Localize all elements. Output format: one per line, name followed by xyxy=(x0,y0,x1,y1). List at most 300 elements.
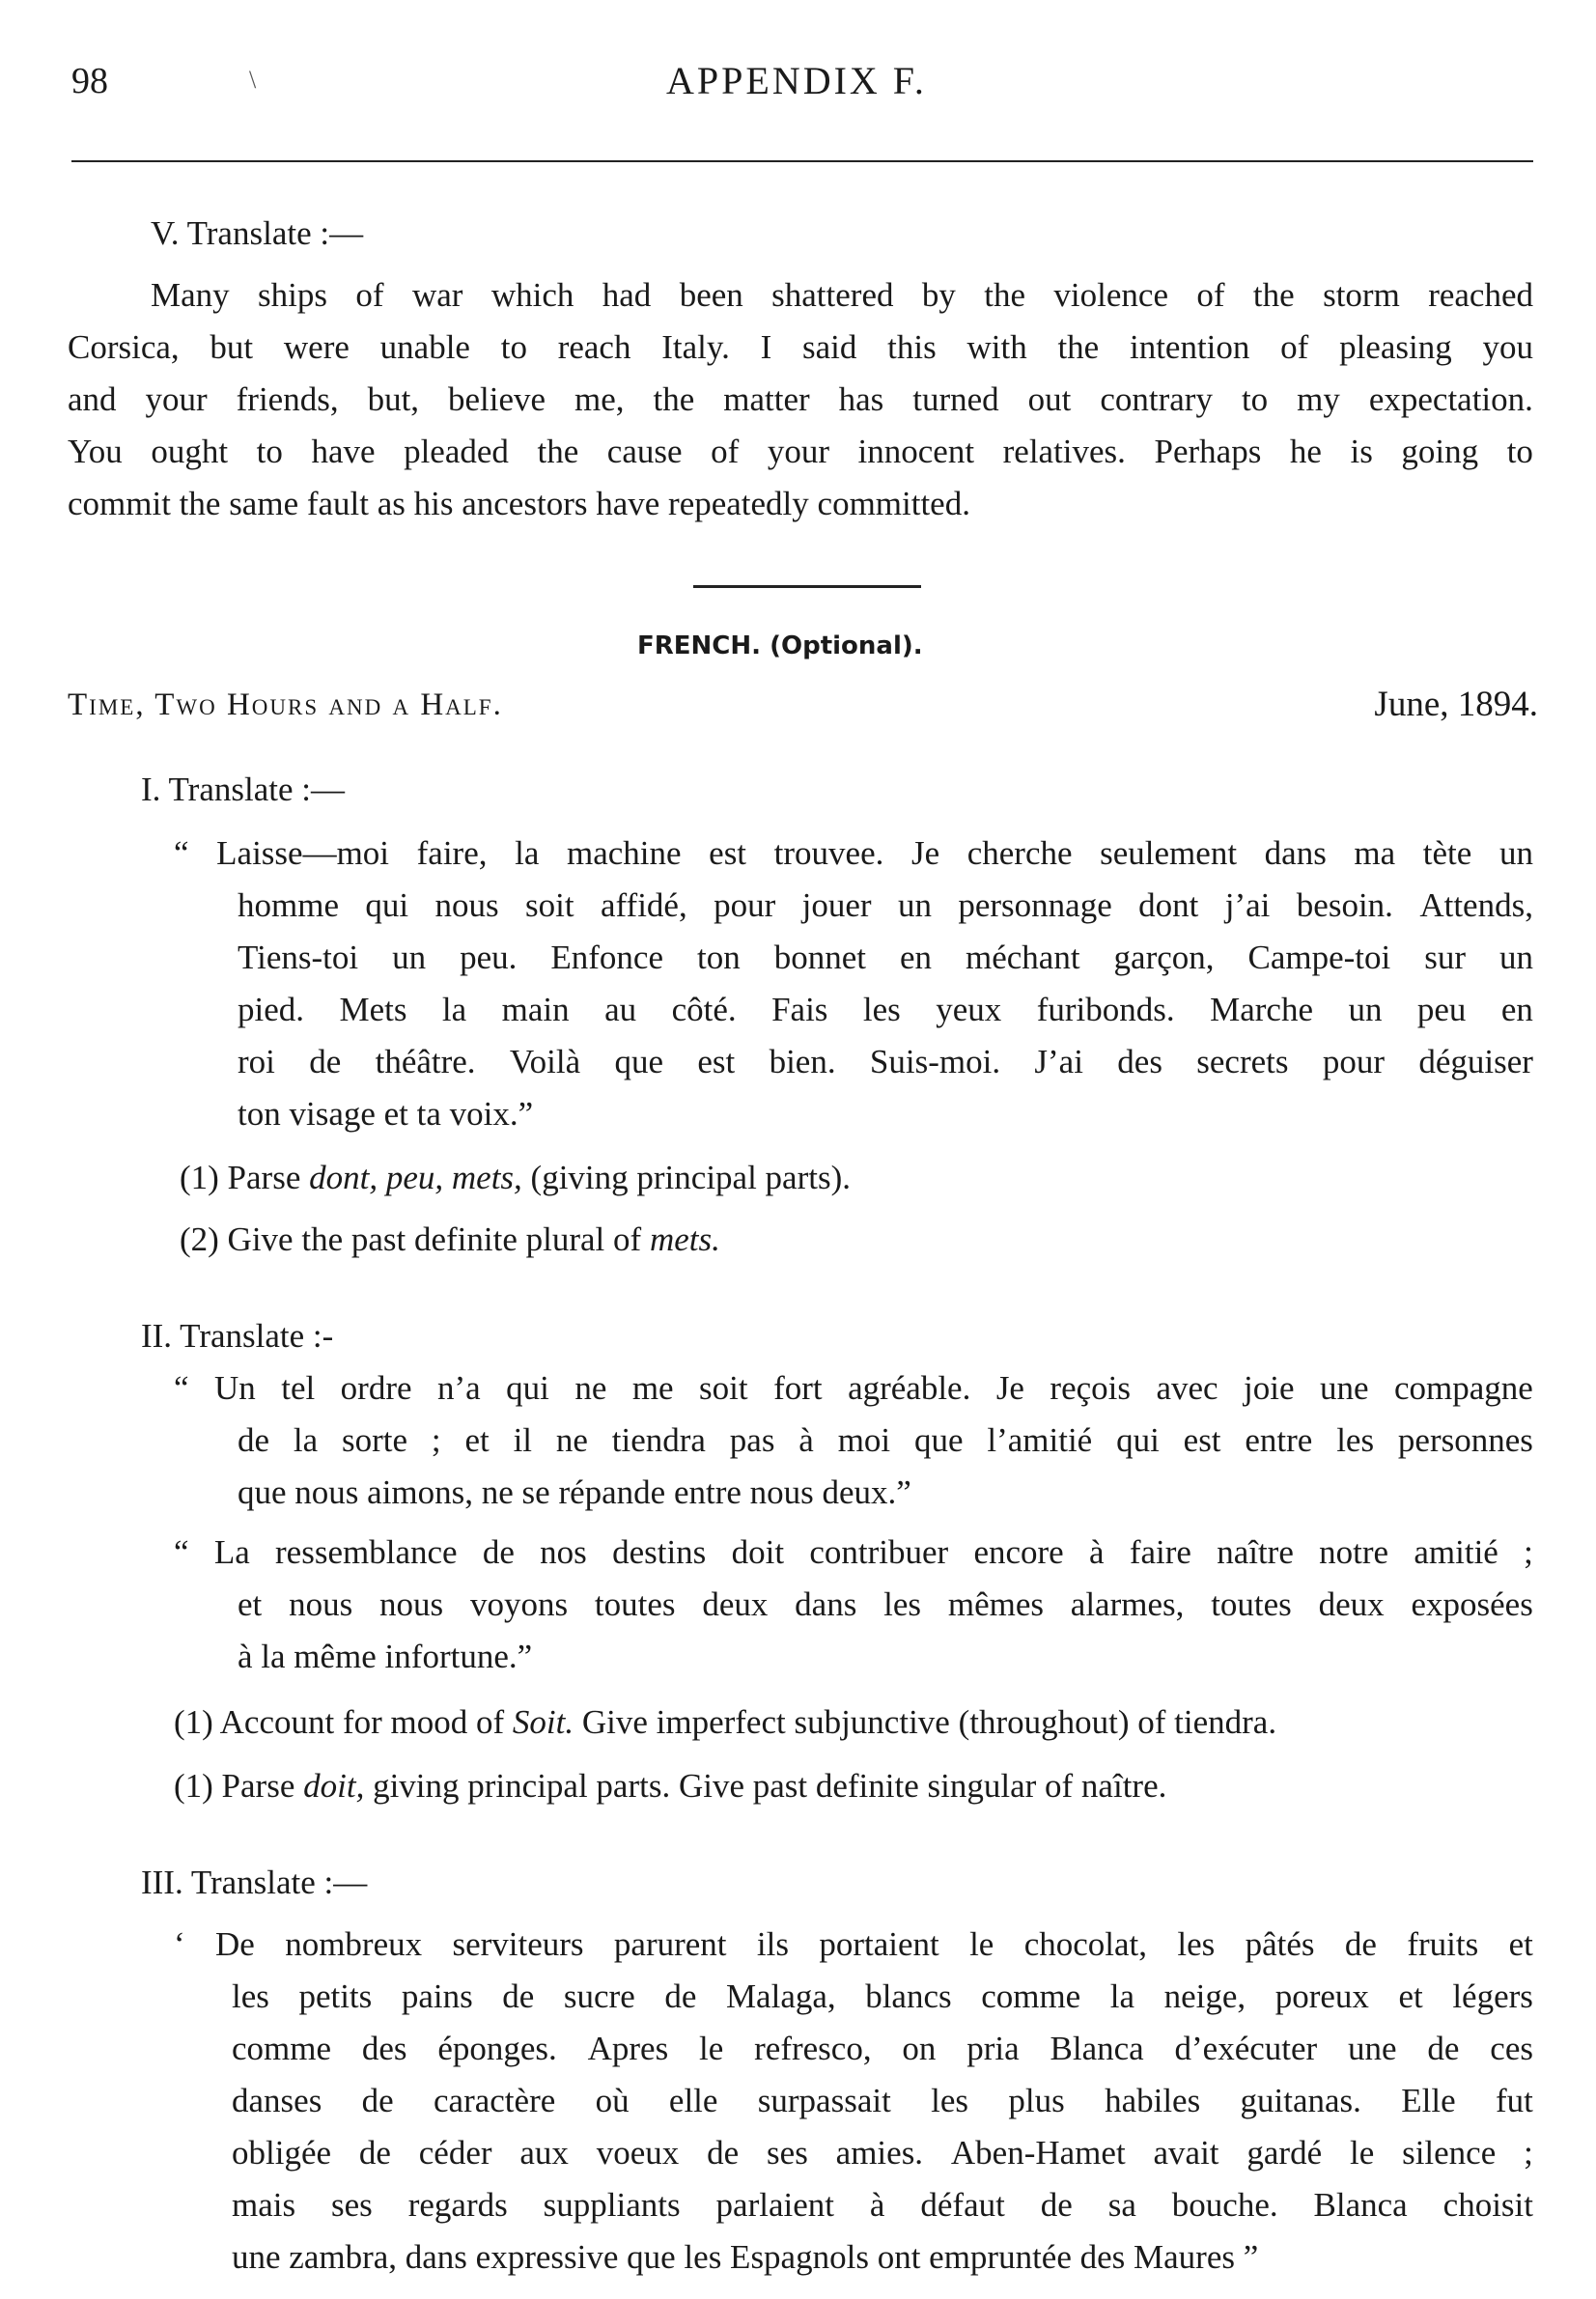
word: personnage xyxy=(958,886,1112,924)
word: jouer xyxy=(801,886,872,924)
text-line xyxy=(151,276,1533,315)
word: voeux xyxy=(596,2134,680,2172)
word: yeux xyxy=(936,991,1002,1028)
word: pour xyxy=(714,886,776,924)
word: ; xyxy=(431,1421,441,1459)
word: unable xyxy=(379,328,470,366)
word: destins xyxy=(612,1533,707,1571)
word: comme xyxy=(981,1977,1081,2015)
word: reçois xyxy=(1050,1369,1131,1407)
word: en xyxy=(1500,991,1533,1028)
word: pria xyxy=(966,2030,1020,2067)
french-optional: (Optional). xyxy=(770,631,923,660)
word: out xyxy=(1027,380,1072,418)
word: au xyxy=(604,991,637,1028)
word: ordre xyxy=(340,1369,412,1407)
word: où xyxy=(595,2082,630,2119)
text-line xyxy=(238,1585,1533,1624)
text-line: une zambra, dans expressive que les Espagnols ont empruntée des Maures ” xyxy=(232,2238,1259,2276)
word: been xyxy=(679,276,743,314)
word: furibonds. xyxy=(1036,991,1175,1028)
exam-date: June, 1894. xyxy=(1374,685,1538,724)
word: petits xyxy=(298,1977,373,2015)
word: regards xyxy=(407,2186,508,2224)
question-italic: doit, xyxy=(303,1767,365,1805)
word: choisit xyxy=(1442,2186,1533,2224)
word: were xyxy=(283,328,350,366)
word: la xyxy=(1109,1977,1135,2015)
word: est xyxy=(709,834,747,872)
word: this xyxy=(887,328,937,366)
word: peu. xyxy=(460,939,518,976)
word: une xyxy=(1319,1369,1369,1407)
word: une xyxy=(1348,2030,1397,2067)
word: ton xyxy=(696,939,741,976)
word: un xyxy=(1498,834,1533,872)
time-allowed: Time, Two Hours and a Half. xyxy=(68,687,503,722)
page-title: APPENDIX F. xyxy=(666,59,927,102)
word: machine xyxy=(566,834,682,872)
text-line xyxy=(238,991,1533,1029)
word: fort xyxy=(773,1369,823,1407)
word: les xyxy=(1336,1421,1375,1459)
word: I xyxy=(760,328,772,366)
word: to xyxy=(1241,380,1269,418)
word: un xyxy=(897,886,932,924)
word: Campe-toi xyxy=(1247,939,1391,976)
word: the xyxy=(1252,276,1295,314)
word: naître xyxy=(1217,1533,1294,1571)
word: storm xyxy=(1323,276,1400,314)
question-text: (1) Parse xyxy=(174,1767,304,1805)
word: entre xyxy=(1245,1421,1313,1459)
word: soit xyxy=(699,1369,748,1407)
word: défaut xyxy=(920,2186,1005,2224)
word: and xyxy=(68,380,117,418)
word: côté. xyxy=(671,991,737,1028)
word: Mets xyxy=(339,991,407,1028)
word: Voilà xyxy=(509,1043,581,1080)
word: exposées xyxy=(1411,1585,1533,1623)
word: ought xyxy=(151,433,229,470)
word: toutes xyxy=(1211,1585,1292,1623)
word: roi xyxy=(238,1043,275,1080)
word: nos xyxy=(540,1533,587,1571)
word: Enfonce xyxy=(550,939,663,976)
word: la xyxy=(515,834,540,872)
word: faire, xyxy=(416,834,488,872)
page-number: 98 xyxy=(71,61,108,101)
text-line: que nous aimons, ne se répande entre nous deux.” xyxy=(238,1473,911,1511)
word: et xyxy=(464,1421,490,1459)
text-line xyxy=(68,328,1533,367)
word: matter xyxy=(723,380,810,418)
word: moi xyxy=(837,1421,891,1459)
text-line xyxy=(232,2134,1533,2173)
question-text: giving principal parts. Give past definite singular of naître. xyxy=(364,1767,1167,1805)
word: De xyxy=(215,1925,255,1963)
word: à xyxy=(1088,1533,1105,1571)
question xyxy=(174,1767,1166,1806)
word: secrets xyxy=(1196,1043,1289,1080)
word: compagne xyxy=(1393,1369,1533,1407)
text-line xyxy=(232,2186,1533,2225)
word: to xyxy=(500,328,527,366)
word: had xyxy=(602,276,652,314)
section-divider xyxy=(693,585,921,588)
word: bouche. xyxy=(1171,2186,1278,2224)
word: the xyxy=(653,380,695,418)
word: Laisse—moi xyxy=(216,834,390,872)
word: ses xyxy=(767,2134,808,2172)
word: les xyxy=(862,991,901,1028)
word: your xyxy=(767,433,829,470)
word: of xyxy=(1280,328,1309,366)
word: intention xyxy=(1129,328,1250,366)
word: plus xyxy=(1008,2082,1065,2119)
word: Je xyxy=(995,1369,1024,1407)
word: relatives. xyxy=(1002,433,1126,470)
text-line xyxy=(174,1533,1533,1572)
word: the xyxy=(984,276,1026,314)
text-line xyxy=(232,2082,1533,2120)
word: innocent xyxy=(857,433,975,470)
word: the xyxy=(1057,328,1100,366)
word: Italy. xyxy=(661,328,730,366)
word: que xyxy=(614,1043,664,1080)
word: les xyxy=(1177,1925,1216,1963)
word: which xyxy=(490,276,574,314)
question-italic: Soit. xyxy=(512,1703,574,1741)
word: to xyxy=(1506,433,1533,470)
word: le xyxy=(1349,2134,1375,2172)
word: bonnet xyxy=(773,939,866,976)
word: You xyxy=(68,433,123,470)
word: ; xyxy=(1524,1533,1533,1571)
question-text: (2) Give the past definite plural of xyxy=(180,1220,650,1258)
word: éponges. xyxy=(437,2030,557,2067)
word: ses xyxy=(331,2186,373,2224)
word: qui xyxy=(365,886,409,924)
question xyxy=(180,1220,720,1259)
word: en xyxy=(899,939,932,976)
word: affidé, xyxy=(600,886,687,924)
text-line xyxy=(232,1977,1533,2016)
word: ces xyxy=(1490,2030,1533,2067)
word: que xyxy=(913,1421,964,1459)
word: going xyxy=(1401,433,1479,470)
word: Apres xyxy=(587,2030,669,2067)
word: is xyxy=(1350,433,1373,470)
word: neige, xyxy=(1163,1977,1246,2015)
word: gardé xyxy=(1246,2134,1323,2172)
section-i-heading: I. Translate :— xyxy=(141,771,345,808)
text-line xyxy=(238,1421,1533,1460)
word: Elle xyxy=(1401,2082,1456,2119)
word: chocolat, xyxy=(1023,1925,1148,1963)
word: caractère xyxy=(434,2082,556,2119)
word: ma xyxy=(1354,834,1396,872)
text-line xyxy=(174,1925,1533,1964)
word: nombreux xyxy=(285,1925,423,1963)
word: de xyxy=(1344,1925,1377,1963)
word: my xyxy=(1297,380,1340,418)
word: habiles xyxy=(1105,2082,1201,2119)
word: ils xyxy=(756,1925,789,1963)
word: est xyxy=(1183,1421,1221,1459)
word: elle xyxy=(668,2082,718,2119)
word: Aben-Hamet xyxy=(950,2134,1126,2172)
word: de xyxy=(358,2134,391,2172)
word: homme xyxy=(238,886,339,924)
question-text: Give imperfect subjunctive (throughout) of tiendra. xyxy=(574,1703,1277,1741)
word: said xyxy=(802,328,857,366)
word: la xyxy=(441,991,467,1028)
word: un xyxy=(1348,991,1383,1028)
word: déguiser xyxy=(1418,1043,1533,1080)
word: joie xyxy=(1244,1369,1295,1407)
word: Un xyxy=(214,1369,256,1407)
word: et xyxy=(1508,1925,1533,1963)
word: ressemblance xyxy=(275,1533,458,1571)
word: il xyxy=(513,1421,533,1459)
word: with xyxy=(966,328,1027,366)
word: of xyxy=(711,433,740,470)
word: un xyxy=(1499,939,1533,976)
word: des xyxy=(1117,1043,1162,1080)
word: pied. xyxy=(238,991,305,1028)
word: la xyxy=(293,1421,319,1459)
word: le xyxy=(969,1925,994,1963)
word: pleasing xyxy=(1339,328,1452,366)
word: suppliants xyxy=(543,2186,681,2224)
word: bien. xyxy=(769,1043,836,1080)
word: de xyxy=(707,2134,740,2172)
text-line xyxy=(68,433,1533,471)
word: et xyxy=(238,1585,263,1623)
question xyxy=(174,1703,1276,1742)
word: de xyxy=(1427,2030,1460,2067)
word: refresco, xyxy=(754,2030,872,2067)
word: me, xyxy=(574,380,625,418)
word: des xyxy=(361,2030,407,2067)
word: pains xyxy=(401,1977,473,2015)
word: comme xyxy=(232,2030,332,2067)
word: aux xyxy=(519,2134,569,2172)
word: friends, xyxy=(236,380,339,418)
word: ‘ xyxy=(174,1925,185,1963)
word: “ xyxy=(174,1533,189,1571)
word: méchant xyxy=(965,939,1080,976)
word: encore xyxy=(973,1533,1064,1571)
word: qui xyxy=(1116,1421,1160,1459)
word: dans xyxy=(1264,834,1327,872)
word: de xyxy=(502,1977,535,2015)
word: céder xyxy=(418,2134,492,2172)
word: nous xyxy=(289,1585,353,1623)
word: pâtés xyxy=(1245,1925,1315,1963)
word: surpassait xyxy=(757,2082,891,2119)
word: you xyxy=(1482,328,1533,366)
word: has xyxy=(838,380,884,418)
word: expectation. xyxy=(1368,380,1533,418)
word: serviteurs xyxy=(452,1925,584,1963)
word: parlaient xyxy=(715,2186,834,2224)
text-line xyxy=(68,380,1533,419)
word: sa xyxy=(1107,2186,1136,2224)
text-line xyxy=(174,1369,1533,1408)
word: obligée xyxy=(232,2134,332,2172)
word: notre xyxy=(1319,1533,1389,1571)
header-rule xyxy=(71,160,1533,162)
word: avait xyxy=(1153,2134,1219,2172)
word: ne xyxy=(555,1421,588,1459)
word: de xyxy=(238,1421,270,1459)
word: les xyxy=(931,2082,969,2119)
question-text: (1) Parse xyxy=(180,1159,310,1196)
text-line xyxy=(238,939,1533,977)
word: turned xyxy=(912,380,999,418)
word: main xyxy=(501,991,570,1028)
stray-mark: \ xyxy=(249,66,257,94)
word: est xyxy=(697,1043,736,1080)
word: Marche xyxy=(1210,991,1313,1028)
word: Fais xyxy=(771,991,828,1028)
question-italic: mets. xyxy=(649,1220,720,1258)
word: n’a xyxy=(436,1369,481,1407)
word: tiendra xyxy=(611,1421,706,1459)
word: contrary xyxy=(1100,380,1213,418)
word: the xyxy=(537,433,579,470)
word: l’amitié xyxy=(987,1421,1093,1459)
word: à xyxy=(869,2186,885,2224)
word: ; xyxy=(1524,2134,1533,2172)
word: deux xyxy=(702,1585,769,1623)
word: La xyxy=(213,1533,250,1571)
word: personnes xyxy=(1397,1421,1533,1459)
word: Many xyxy=(151,276,230,314)
word: seulement xyxy=(1100,834,1238,872)
section-iii-heading: III. Translate :— xyxy=(141,1864,368,1901)
word: portaient xyxy=(819,1925,939,1963)
word: reached xyxy=(1428,276,1533,314)
word: Perhaps xyxy=(1154,433,1262,470)
word: j’ai xyxy=(1224,886,1271,924)
word: peu xyxy=(1416,991,1467,1028)
word: agréable. xyxy=(848,1369,971,1407)
word: reach xyxy=(557,328,631,366)
word: tel xyxy=(281,1369,316,1407)
word: of xyxy=(355,276,384,314)
word: dans xyxy=(795,1585,857,1623)
word: le xyxy=(699,2030,724,2067)
word: cause xyxy=(606,433,683,470)
word: violence xyxy=(1053,276,1168,314)
word: sorte xyxy=(342,1421,408,1459)
word: parurent xyxy=(613,1925,727,1963)
word: toutes xyxy=(594,1585,676,1623)
word: de xyxy=(664,1977,697,2015)
word: de xyxy=(482,1533,515,1571)
word: me xyxy=(631,1369,674,1407)
word: et xyxy=(1398,1977,1423,2015)
text-line: à la même infortune.” xyxy=(238,1638,533,1675)
word: Attends, xyxy=(1419,886,1533,924)
word: sur xyxy=(1424,939,1467,976)
section-ii-heading: II. Translate :- xyxy=(141,1317,334,1355)
word: to xyxy=(256,433,283,470)
word: sucre xyxy=(563,1977,635,2015)
word: ne xyxy=(574,1369,607,1407)
word: fut xyxy=(1495,2082,1533,2119)
word: but xyxy=(210,328,254,366)
word: de xyxy=(361,2082,394,2119)
word: garçon, xyxy=(1113,939,1215,976)
word: dont xyxy=(1138,886,1199,924)
word: Tiens-toi xyxy=(238,939,359,976)
text-line: commit the same fault as his ancestors have repeatedly committed. xyxy=(68,485,970,522)
word: soit xyxy=(525,886,574,924)
word: your xyxy=(145,380,208,418)
word: contribuer xyxy=(809,1533,949,1571)
word: théâtre. xyxy=(375,1043,476,1080)
word: cherche xyxy=(966,834,1073,872)
question-text: (giving principal parts). xyxy=(521,1159,851,1196)
question-text: (1) Account for mood of xyxy=(174,1703,513,1741)
word: mais xyxy=(232,2186,296,2224)
word: Je xyxy=(910,834,940,872)
word: amitié xyxy=(1414,1533,1498,1571)
word: silence xyxy=(1402,2134,1497,2172)
question xyxy=(180,1159,851,1197)
question-italic: dont, peu, mets, xyxy=(309,1159,522,1196)
word: war xyxy=(411,276,463,314)
word: les xyxy=(232,1977,269,2015)
text-line: ton visage et ta voix.” xyxy=(238,1095,534,1133)
word: J’ai xyxy=(1034,1043,1083,1080)
word: alarmes, xyxy=(1070,1585,1185,1623)
french-heading xyxy=(637,631,923,660)
word: ships xyxy=(258,276,328,314)
word: doit xyxy=(731,1533,785,1571)
word: avec xyxy=(1156,1369,1218,1407)
word: believe xyxy=(448,380,546,418)
word: deux xyxy=(1318,1585,1385,1623)
word: Blanca xyxy=(1313,2186,1408,2224)
word: mêmes xyxy=(947,1585,1044,1623)
word: on xyxy=(902,2030,937,2067)
word: nous xyxy=(379,1585,444,1623)
word: “ xyxy=(174,1369,189,1407)
word: Suis-moi. xyxy=(869,1043,1001,1080)
word: fruits xyxy=(1407,1925,1479,1963)
word: pleaded xyxy=(404,433,509,470)
word: de xyxy=(1040,2186,1073,2224)
word: faire xyxy=(1129,1533,1191,1571)
word: danses xyxy=(232,2082,322,2119)
word: nous xyxy=(434,886,499,924)
word: have xyxy=(311,433,376,470)
section-v-heading: V. Translate :— xyxy=(151,214,364,252)
text-line xyxy=(232,2030,1533,2068)
word: qui xyxy=(506,1369,549,1407)
word: de xyxy=(309,1043,342,1080)
word: “ xyxy=(174,834,189,872)
word: but, xyxy=(367,380,420,418)
word: of xyxy=(1196,276,1225,314)
word: Corsica, xyxy=(68,328,180,366)
text-line xyxy=(238,886,1533,925)
